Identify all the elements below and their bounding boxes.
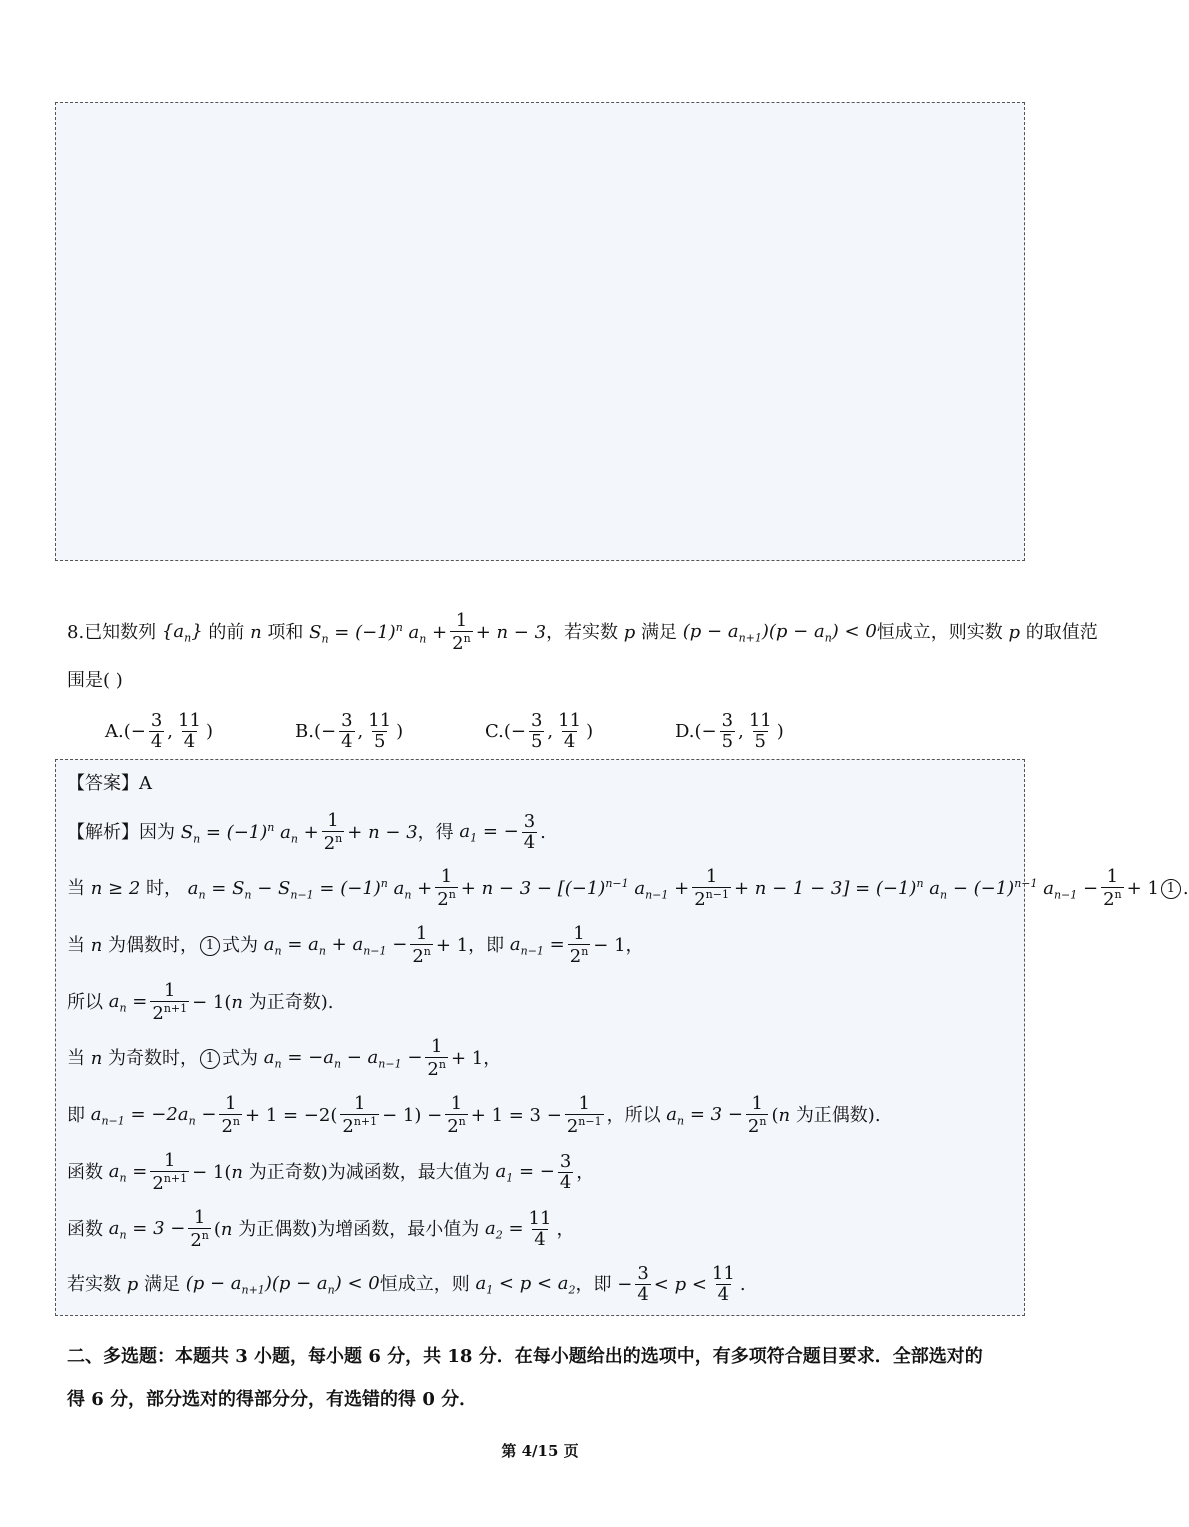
analysis-line3: 当 n 为偶数时， 1 式为 $a_n = a_n + a_{n-1}$ − $\frac{1}{2^n}$ + 1 ，即 $a_{n-1}$ = $\frac{1}{2^n}$ − 1，	[67, 923, 644, 967]
solution-box-previous	[55, 102, 1025, 561]
text: 为正奇数)为减函数，最大值为	[248, 1161, 490, 1183]
text: 若实数	[67, 1273, 121, 1295]
opt-num: 11	[178, 710, 201, 731]
text: 式为	[222, 934, 259, 956]
circle-one-icon: 1	[1161, 879, 1181, 899]
text: 当	[67, 934, 85, 956]
text: 为奇数时，	[108, 1047, 199, 1069]
text: 当	[67, 877, 85, 899]
circle-one-icon: 1	[200, 936, 220, 956]
text: 为偶数时，	[108, 934, 199, 956]
opt-den: 5	[530, 730, 543, 752]
opt-den: 4	[183, 730, 196, 752]
opt-den: 4	[150, 730, 163, 752]
option-label: C.	[485, 721, 504, 743]
opt-den: 5	[373, 730, 386, 752]
option-label: A.	[105, 721, 124, 743]
text: 即	[67, 1104, 85, 1126]
text: 因为	[139, 821, 175, 843]
circle-one-icon: 1	[200, 1049, 220, 1069]
option-a[interactable]: A. (− $\frac{3}{4}$ , $\frac{11}{4}$ )	[105, 710, 213, 752]
analysis-line7: 函数 $a_n$ = $\frac{1}{2^{n+1}}$ − 1(n 为正奇数)为减函数，最大值为 $a_1$ = − $\frac{3}{4}$ ，	[67, 1150, 595, 1194]
analysis-line1: 【解析】 因为 $S_n = (-1)^n$ $a_n$ + $\frac{1}{2^n}$ + n − 3 ，得 $a_1$ = − $\frac{3}{4}$ .	[67, 810, 546, 854]
analysis-line4: 所以 $a_n$ = $\frac{1}{2^{n+1}}$ − 1(n 为正奇数).	[67, 980, 334, 1024]
page-footer: 第 4/15 页	[501, 1442, 579, 1460]
text: 为正奇数).	[248, 991, 334, 1013]
opt-num: 3	[341, 710, 353, 731]
option-label: B.	[295, 721, 314, 743]
text: ，即	[468, 934, 505, 956]
text: 所以	[67, 991, 103, 1013]
opt-num: 11	[558, 710, 582, 731]
option-label: D.	[675, 721, 695, 743]
answer-line: 【答案】A	[67, 773, 152, 794]
stem-text: 已知数列	[84, 621, 157, 643]
question-number: 8.	[67, 621, 85, 643]
option-c[interactable]: C. (− $\frac{3}{5}$ , $\frac{11}{4}$ )	[485, 710, 594, 752]
opt-den: 5	[721, 730, 734, 752]
text: 式为	[222, 1047, 259, 1069]
option-b[interactable]: B. (− $\frac{3}{4}$ , $\frac{11}{5}$ )	[295, 710, 404, 752]
analysis-line6: 即 $a_{n-1} = -2a_n$ − $\frac{1}{2^n}$ + 1 = −2( $\frac{1}{2^{n+1}}$ − 1) − $\frac{1}{2^n}$ + 1 = 3 − $\frac{1}{2^{n-1}}$ ，所以 $a_n = 3$ − $\frac{1}{2^n}$ (n 为正偶数).	[67, 1093, 881, 1137]
opt-num: 3	[150, 710, 163, 731]
stem-text: 的取值范	[1025, 621, 1098, 643]
text: 函数	[67, 1161, 103, 1183]
text: ，即	[575, 1273, 612, 1295]
text: ，得	[417, 821, 454, 843]
section-heading-line2: 得 6 分，部分选对的得部分分，有选错的得 0 分．	[67, 1389, 478, 1410]
question-stem-line1: 8. 已知数列 $\{a_n\}$ 的前 n 项和 $S_n = (-1)^n$ $a_n$ + $\frac{1}{2^n}$ + n − 3 ，若实数 p 满足 $(p - a_{n+1})(p - a_n) < 0$ 恒成立，则实数 p 的取值范	[67, 610, 1098, 654]
opt-num: 11	[748, 710, 772, 731]
analysis-label: 【解析】	[67, 821, 139, 843]
question-stem-line2: 围是( )	[67, 670, 123, 691]
text: 恒成立，则	[379, 1273, 470, 1295]
stem-text: 恒成立，则实数	[876, 621, 1003, 643]
analysis-line2: 当 n ≥ 2 时， $a_n = S_n - S_{n-1} = (-1)^n$ $a_n$ + $\frac{1}{2^n}$ + $n - 3 - [(-1)^{n-1}$ $a_{n-1}$ + $\frac{1}{2^{n-1}}$ + $n - 1 - 3] = (-1)^n$ $a_n - (-1)^{n-1}$ $a_{n-1}$ − $\frac{1}{2^n}$ + 1 1 .	[67, 866, 1189, 910]
text: 时，	[146, 877, 183, 899]
text: 满足	[143, 1273, 180, 1295]
analysis-line8: 函数 $a_n = 3$ − $\frac{1}{2^n}$ (n 为正偶数)为增函数，最小值为 $a_2$ = $\frac{11}{4}$ ，	[67, 1207, 575, 1251]
text: ，所以	[606, 1104, 661, 1126]
opt-num: 3	[721, 710, 734, 731]
text: 为正偶数)为增函数，最小值为	[238, 1218, 480, 1240]
stem-text: 项和	[267, 621, 304, 643]
text: 为正偶数).	[795, 1104, 881, 1126]
stem-text: ，若实数	[546, 621, 619, 643]
analysis-line5: 当 n 为奇数时， 1 式为 $a_n = -a_n - a_{n-1}$ − $\frac{1}{2^n}$ + 1，	[67, 1036, 502, 1080]
text: 函数	[67, 1218, 103, 1240]
stem-text: 满足	[641, 621, 678, 643]
text: 当	[67, 1047, 85, 1069]
opt-num: 3	[530, 710, 543, 731]
section-heading-line1: 二、多选题：本题共 3 小题，每小题 6 分，共 18 分．在每小题给出的选项中，有多项符合题目要求．全部选对的	[67, 1346, 983, 1367]
opt-num: 11	[368, 710, 392, 731]
stem-text: 的前	[208, 621, 245, 643]
opt-den: 5	[754, 730, 766, 752]
option-d[interactable]: D. (− $\frac{3}{5}$ , $\frac{11}{5}$ )	[675, 710, 784, 752]
analysis-line9: 若实数 p 满足 $(p - a_{n+1})(p - a_n) < 0$ 恒成立，则 $a_1 < p < a_2$ ，即 − $\frac{3}{4}$ < p < $\frac{11}{4}$ .	[67, 1263, 746, 1305]
opt-den: 4	[563, 730, 576, 752]
opt-den: 4	[341, 730, 353, 752]
